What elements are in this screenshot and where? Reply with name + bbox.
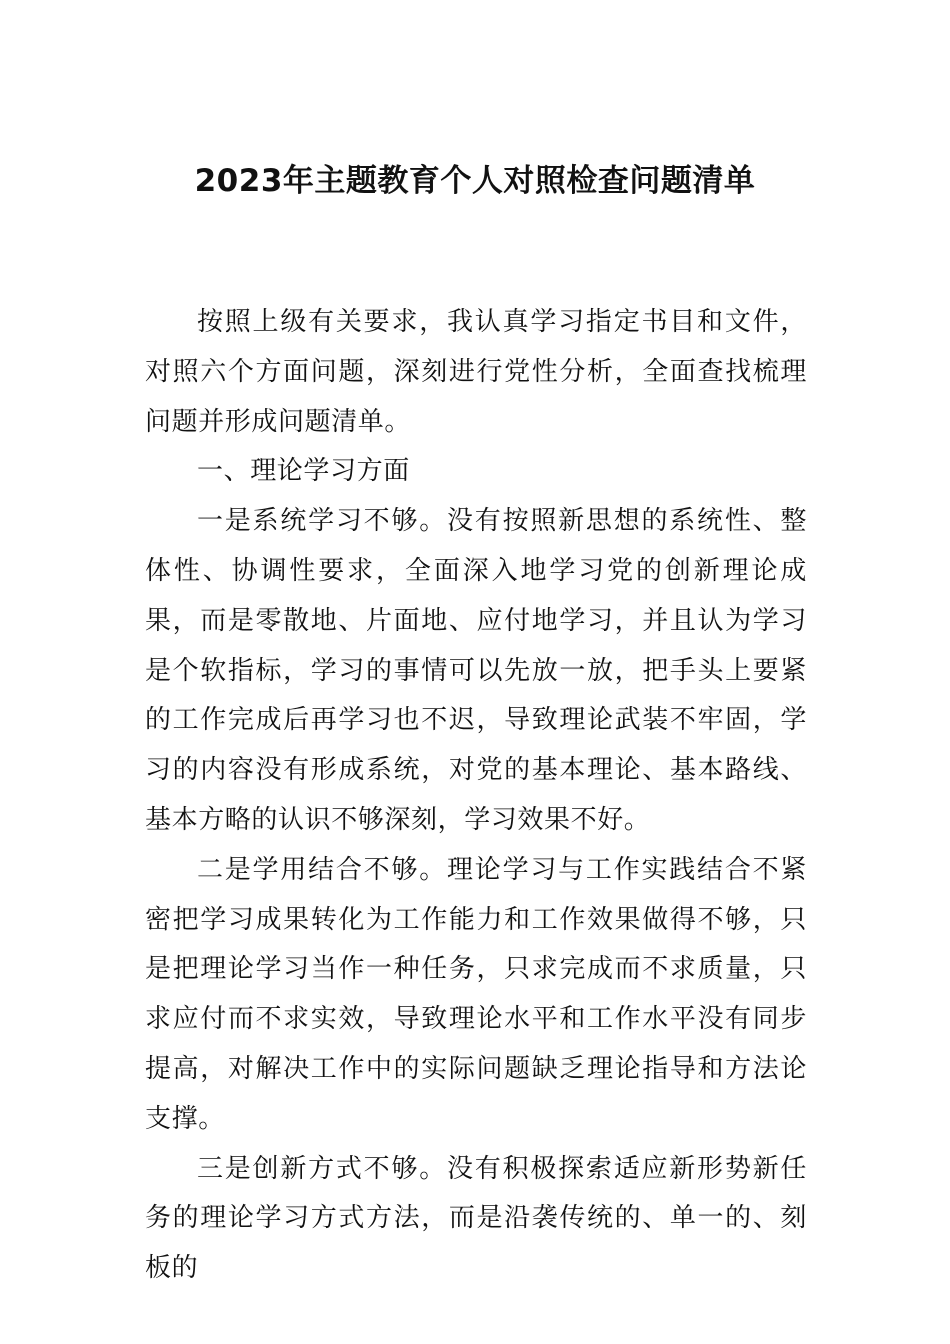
section-heading-theory-study: 一、理论学习方面 bbox=[197, 456, 410, 487]
point-one-paragraph: 一是系统学习不够。没有按照新思想的系统性、整体性、协调性要求，全面深入地学习党的创新理论成果，而是零散地、片面地、应付地学习，并且认为学习是个软指标，学习的事情可以先放一放，把手头上要紧的工作完成后再学习也不迟，导致理论武装不牢固，学习的内容没有形成系统，对党的基本理论、基本路线、基本方略的认识不够深刻，学习效果不好。 bbox=[145, 506, 807, 835]
point-three-paragraph: 三是创新方式不够。没有积极探索适应新形势新任务的理论学习方式方法，而是沿袭传统的、单一的、刻板的 bbox=[145, 1153, 807, 1284]
point-two-paragraph: 二是学用结合不够。理论学习与工作实践结合不紧密把学习成果转化为工作能力和工作效果做得不够，只是把理论学习当作一种任务，只求完成而不求质量，只求应付而不求实效，导致理论水平和工作水平没有同步提高，对解决工作中的实际问题缺乏理论指导和方法论支撑。 bbox=[145, 854, 807, 1134]
intro-paragraph: 按照上级有关要求，我认真学习指定书目和文件，对照六个方面问题，深刻进行党性分析，全面查找梳理问题并形成问题清单。 bbox=[145, 307, 807, 437]
document-title: 2023年主题教育个人对照检查问题清单 bbox=[194, 163, 756, 199]
document-body bbox=[145, 298, 807, 1294]
